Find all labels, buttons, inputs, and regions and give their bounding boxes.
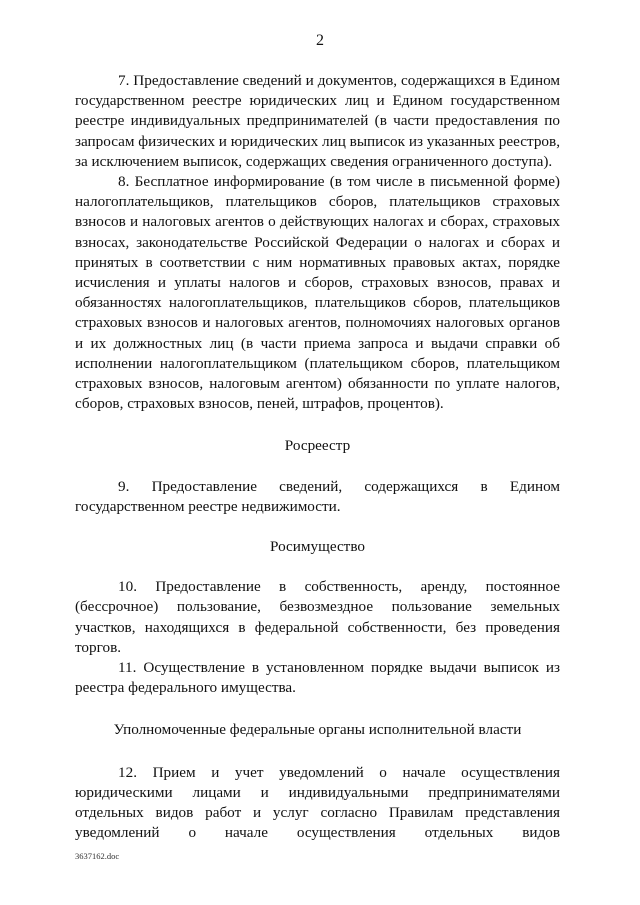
paragraph-7: 7. Предоставление сведений и документов, содержащихся в Едином государственном реестре юридических лиц и Едином государственном реестре индивидуальных предпринимателей (в части предоставления по запросам физических и юридических лиц выписок из указанных реестров, за исключением выписок, содержащих сведения ограниченного доступа). (75, 72, 560, 170)
document-filename: 3637162.doc (75, 851, 120, 861)
section-heading-rosreestr: Росреестр (284, 437, 351, 455)
paragraph-11: 11. Осуществление в установленном порядке выдачи выписок из реестра федерального имущества. (75, 659, 560, 697)
section-heading-rosimushchestvo: Росимущество (270, 538, 365, 556)
paragraph-8: 8. Бесплатное информирование (в том числе в письменной форме) налогоплательщиков, плательщиков сборов, плательщиков страховых взносов и налоговых агентов о действующих налогах и сборах, страховых взносах, законодательстве Российской Федерации о налогах и сборах и принятых в соответствии с ним нормативных правовых актах, порядке исчисления и уплаты налогов и сборов, страховых взносов, правах и обязанностях налогоплательщиков, плательщиков сборов, плательщиков страховых взносов и налоговых агентов, полномочиях налоговых органов и их должностных лиц (в части приема запроса и выдачи справки об исполнении налогоплательщиком (плательщиком сборов, плательщиком страховых взносов, налоговым агентом) обязанности по уплате налогов, сборов, страховых взносов, пеней, штрафов, процентов). (75, 173, 560, 413)
paragraph-12: 12. Прием и учет уведомлений о начале осуществления юридическими лицами и индивидуальными предпринимателями отдельных видов работ и услуг согласно Правилам представления уведомлений о начале осуществления отдельных видов (75, 763, 560, 842)
page-number: 2 (316, 32, 324, 49)
document-body (75, 71, 560, 844)
paragraph-9: 9. Предоставление сведений, содержащихся в Едином государственном реестре недвижимости. (75, 477, 560, 515)
paragraph-10: 10. Предоставление в собственность, аренду, постоянное (бессрочное) пользование, безвозмездное пользование земельных участков, находящихся в федеральной собственности, без проведения торгов. (75, 578, 560, 656)
section-heading-federal-bodies: Уполномоченные федеральные органы исполнительной власти (113, 721, 522, 739)
